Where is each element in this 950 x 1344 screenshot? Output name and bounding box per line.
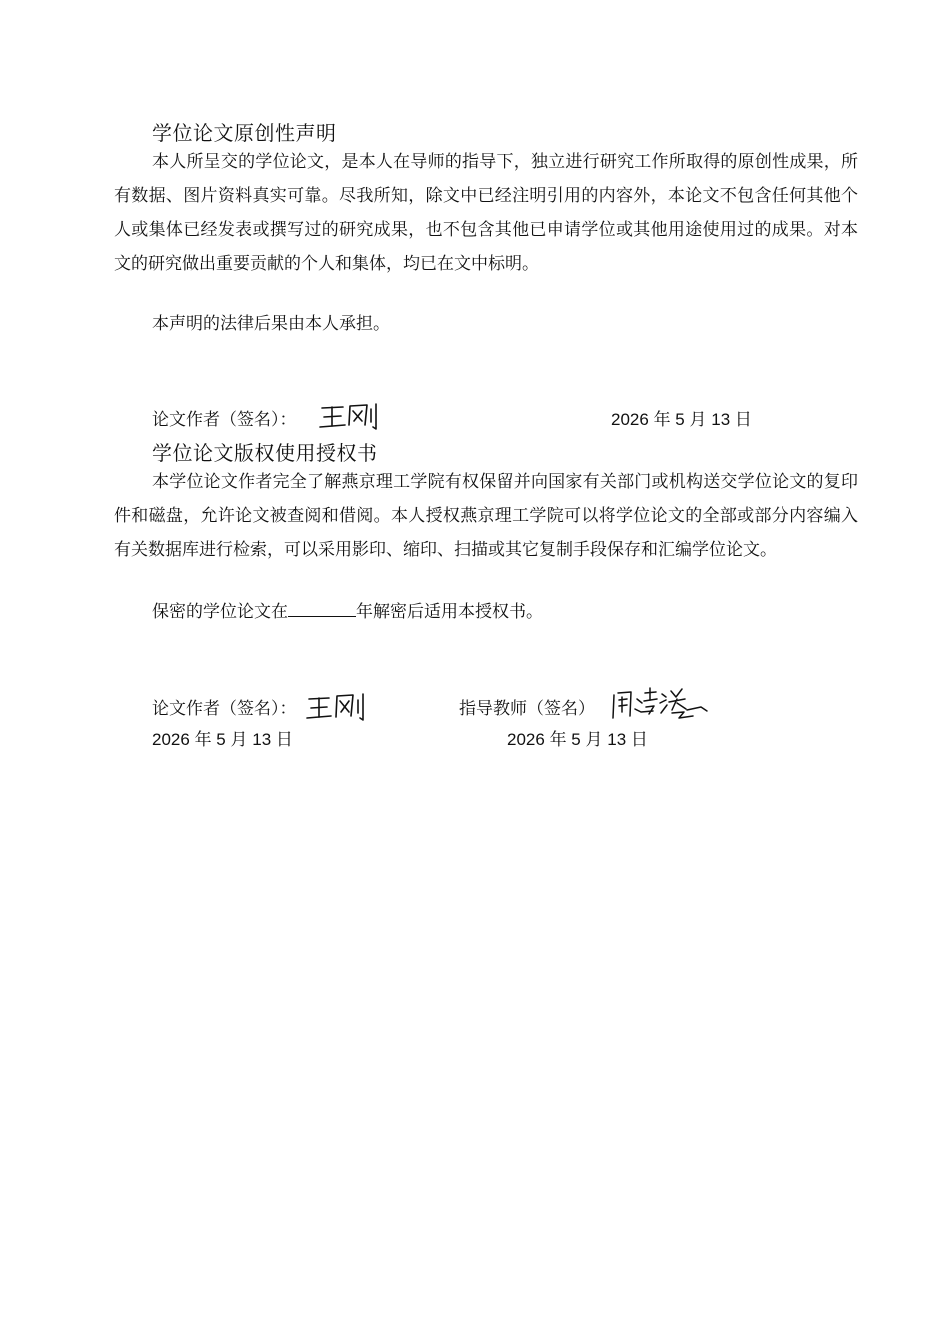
authorization-title: 学位论文版权使用授权书 <box>152 441 378 465</box>
secrecy-statement: 保密的学位论文在 年解密后适用本授权书。 <box>152 597 543 622</box>
originality-date: 2026 年 5 月 13 日 <box>611 410 752 430</box>
authorization-author-signature <box>306 691 368 723</box>
authorization-author-date: 2026 年 5 月 13 日 <box>152 730 293 750</box>
advisor-date: 2026 年 5 月 13 日 <box>507 730 648 750</box>
advisor-label: 指导教师（签名） <box>459 699 595 719</box>
secrecy-years-blank <box>288 599 356 617</box>
originality-title: 学位论文原创性声明 <box>152 121 337 145</box>
liability-statement: 本声明的法律后果由本人承担。 <box>152 314 390 334</box>
advisor-signature <box>609 685 713 725</box>
originality-author-signature <box>318 401 380 431</box>
authorization-body: 本学位论文作者完全了解燕京理工学院有权保留并向国家有关部门或机构送交学位论文的复印件和磁盘，允许论文被查阅和借阅。本人授权燕京理工学院可以将学位论文的全部或部分内容编入有关数据库进行检索，可以采用影印、缩印、扫描或其它复制手段保存和汇编学位论文。 <box>114 472 858 560</box>
originality-body: 本人所呈交的学位论文，是本人在导师的指导下，独立进行研究工作所取得的原创性成果，所有数据、图片资料真实可靠。尽我所知，除文中已经注明引用的内容外，本论文不包含任何其他个人或集体已经发表或撰写过的研究成果，也不包含其他已申请学位或其他用途使用过的成果。对本文的研究做出重要贡献的个人和集体，均已在文中标明。 <box>114 152 858 274</box>
authorization-author-label: 论文作者（签名）： <box>152 699 297 719</box>
originality-author-label: 论文作者（签名）： <box>152 410 297 430</box>
